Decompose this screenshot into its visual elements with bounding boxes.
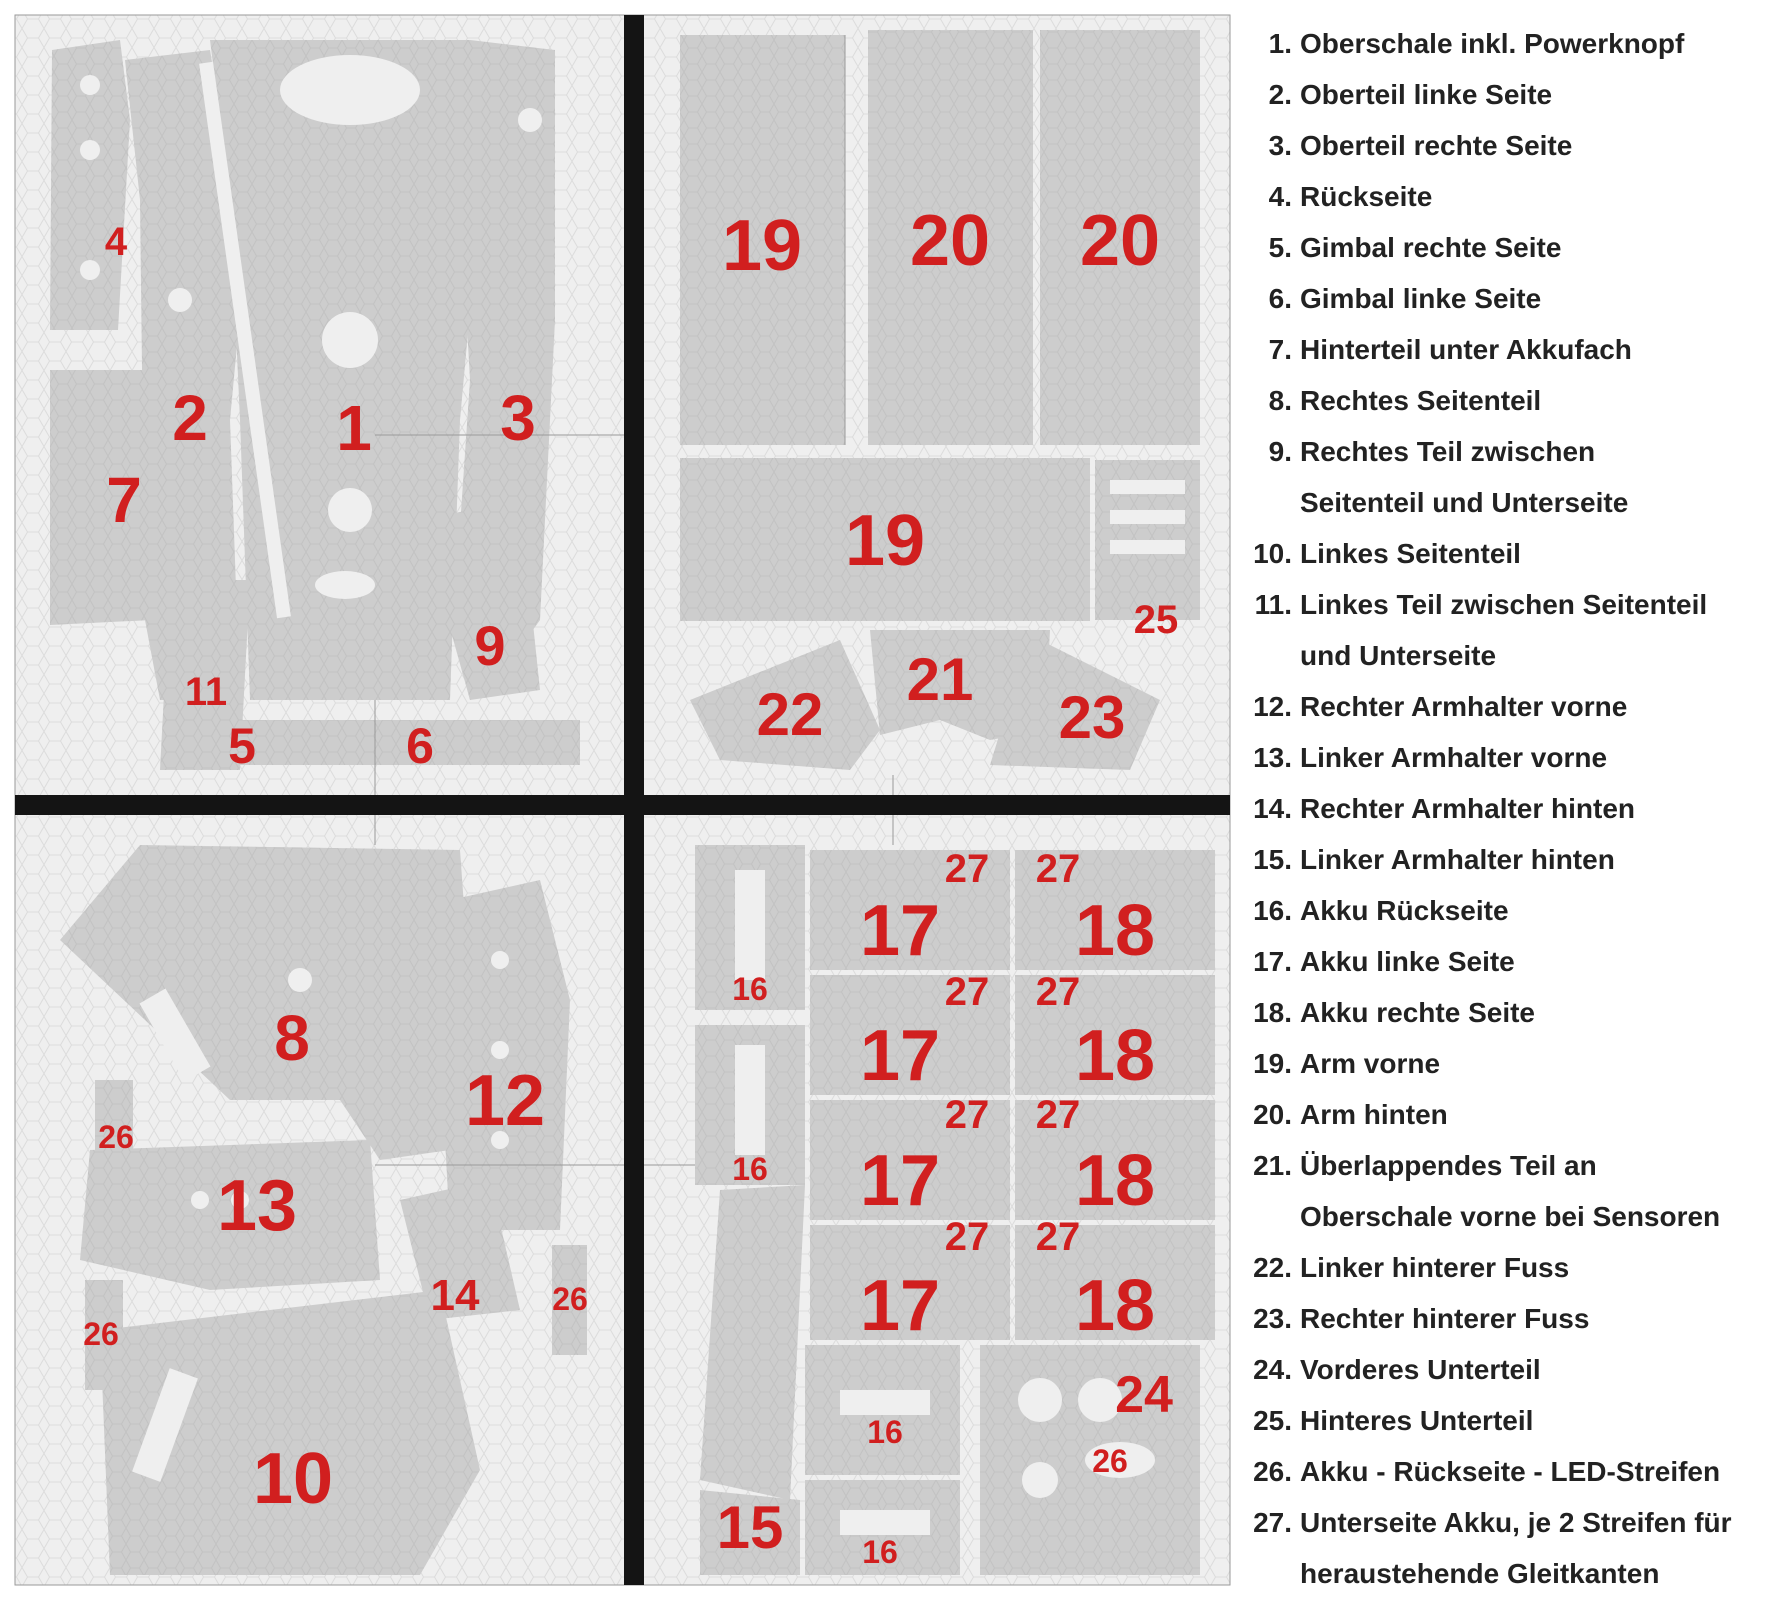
legend-text: Überlappendes Teil an: [1300, 1150, 1597, 1181]
piece-label: 2: [172, 382, 208, 454]
quadrant-2-holes: [1110, 480, 1185, 554]
legend-item: [1240, 1150, 1597, 1182]
piece-label: 27: [1035, 1093, 1081, 1137]
piece-label: 27: [944, 847, 990, 891]
legend-item: [1240, 436, 1595, 468]
legend-text: Akku linke Seite: [1300, 946, 1515, 977]
legend-number: 13.: [1253, 742, 1292, 773]
legend-number: 1.: [1268, 28, 1292, 59]
piece-label: 16: [862, 1534, 898, 1570]
legend-text: Akku rechte Seite: [1300, 997, 1535, 1028]
piece-label: 9: [474, 614, 506, 677]
piece-label: 19: [721, 206, 803, 286]
legend-number: 7.: [1268, 334, 1292, 365]
legend-text: Gimbal rechte Seite: [1300, 232, 1562, 263]
legend-text: Oberteil rechte Seite: [1300, 130, 1573, 161]
piece-label: 17: [859, 891, 941, 971]
legend-number: 27.: [1253, 1507, 1292, 1538]
piece-label: 16: [867, 1414, 903, 1450]
piece-label: 7: [106, 464, 142, 536]
piece-label: 20: [909, 201, 991, 281]
legend-text: Linkes Teil zwischen Seitenteil: [1300, 589, 1708, 620]
piece-label: 16: [732, 1151, 768, 1187]
piece-label: 27: [1035, 1215, 1081, 1259]
legend-item: [1240, 997, 1535, 1029]
legend-number: 26.: [1253, 1456, 1292, 1487]
legend-item: [1240, 538, 1521, 570]
legend-item: [1240, 28, 1684, 60]
legend-number: 10.: [1253, 538, 1292, 569]
legend-item: [1240, 1507, 1732, 1539]
legend-text: Rückseite: [1300, 181, 1433, 212]
legend-text: Gimbal linke Seite: [1300, 283, 1542, 314]
legend-text: Hinteres Unterteil: [1300, 1405, 1534, 1436]
piece-label: 14: [430, 1271, 480, 1320]
legend-number: 12.: [1253, 691, 1292, 722]
legend-text: Rechter Armhalter hinten: [1300, 793, 1636, 824]
legend-item: [1240, 283, 1541, 315]
legend-item: [1240, 1099, 1448, 1131]
legend-number: 5.: [1268, 232, 1292, 263]
piece-label: 26: [83, 1316, 119, 1352]
legend-number: 14.: [1253, 793, 1292, 824]
legend-text: Oberschale inkl. Powerknopf: [1300, 28, 1685, 59]
legend-item: [1240, 1456, 1720, 1488]
legend-text: Linker Armhalter vorne: [1300, 742, 1608, 773]
piece-label: 27: [944, 1093, 990, 1137]
legend-item: [1240, 1354, 1541, 1386]
piece-label: 12: [464, 1061, 546, 1141]
legend-number: 8.: [1268, 385, 1292, 416]
legend-number: 23.: [1253, 1303, 1292, 1334]
legend-text: Rechtes Seitenteil: [1300, 385, 1542, 416]
legend-text: Linker Armhalter hinten: [1300, 844, 1615, 875]
piece-label: 8: [274, 1002, 310, 1074]
piece-label: 1: [336, 392, 372, 464]
legend-text: Arm hinten: [1300, 1099, 1448, 1130]
piece-label: 26: [552, 1281, 588, 1317]
piece-label: 17: [859, 1016, 941, 1096]
legend-number: 3.: [1268, 130, 1292, 161]
legend-number: 20.: [1253, 1099, 1292, 1130]
piece-label: 18: [1074, 1266, 1156, 1346]
piece-label: 24: [1115, 1366, 1173, 1424]
legend-number: 6.: [1268, 283, 1292, 314]
legend-item: [1240, 1048, 1440, 1080]
piece-label: 19: [844, 501, 926, 581]
legend-continuation: Seitenteil und Unterseite: [1300, 487, 1629, 518]
legend-text: Rechter hinterer Fuss: [1300, 1303, 1590, 1334]
piece-label: 26: [98, 1119, 134, 1155]
legend-text: Linkes Seitenteil: [1300, 538, 1521, 569]
legend-item: [1240, 334, 1632, 366]
legend-item: [1240, 946, 1515, 978]
piece-label: 23: [1058, 684, 1126, 751]
legend-number: 2.: [1268, 79, 1292, 110]
legend-number: 22.: [1253, 1252, 1292, 1283]
piece-label: 10: [252, 1439, 334, 1519]
piece-label: 5: [228, 718, 256, 774]
legend-number: 9.: [1268, 436, 1292, 467]
legend-item: [1240, 232, 1561, 264]
legend-number: 25.: [1253, 1405, 1292, 1436]
legend-item: [1240, 691, 1627, 723]
legend-item: [1240, 1405, 1533, 1437]
legend-continuation: Oberschale vorne bei Sensoren: [1300, 1201, 1721, 1232]
piece-label: 27: [1035, 847, 1081, 891]
piece-label: 25: [1133, 598, 1179, 642]
piece-label: 18: [1074, 1016, 1156, 1096]
piece-label: 20: [1079, 201, 1161, 281]
legend-item: [1240, 181, 1432, 213]
piece-label: 21: [906, 646, 974, 713]
piece-label: 3: [500, 382, 536, 454]
piece-label: 6: [406, 718, 434, 774]
piece-label: 22: [756, 681, 824, 748]
legend-number: 16.: [1253, 895, 1292, 926]
piece-label: 26: [1092, 1443, 1128, 1479]
legend-text: Rechtes Teil zwischen: [1300, 436, 1596, 467]
piece-label: 18: [1074, 1141, 1156, 1221]
legend-text: Vorderes Unterteil: [1300, 1354, 1541, 1385]
legend-number: 17.: [1253, 946, 1292, 977]
legend-text: Akku - Rückseite - LED-Streifen: [1300, 1456, 1721, 1487]
legend-item: [1240, 385, 1541, 417]
legend-number: 4.: [1268, 181, 1292, 212]
legend-item: [1240, 844, 1615, 876]
piece-label: 27: [1035, 970, 1081, 1014]
legend-number: 19.: [1253, 1048, 1292, 1079]
legend-number: 24.: [1253, 1354, 1292, 1385]
legend-item: [1240, 742, 1607, 774]
legend-number: 11.: [1254, 589, 1292, 620]
piece-label: 18: [1074, 891, 1156, 971]
legend-text: Linker hinterer Fuss: [1300, 1252, 1570, 1283]
legend-number: 21.: [1253, 1150, 1292, 1181]
legend-item: [1240, 895, 1509, 927]
piece-label: 16: [732, 971, 768, 1007]
piece-label: 4: [104, 220, 128, 264]
legend-text: Unterseite Akku, je 2 Streifen für: [1300, 1507, 1732, 1538]
legend-text: Arm vorne: [1300, 1048, 1441, 1079]
legend-item: [1240, 79, 1552, 111]
piece-label: 27: [944, 1215, 990, 1259]
legend-text: Rechter Armhalter vorne: [1300, 691, 1628, 722]
legend-text: Hinterteil unter Akkufach: [1300, 334, 1632, 365]
piece-label: 17: [859, 1141, 941, 1221]
legend-number: 15.: [1253, 844, 1292, 875]
legend-continuation: heraustehende Gleitkanten: [1300, 1558, 1660, 1589]
legend-text: Akku Rückseite: [1300, 895, 1509, 926]
legend-item: [1240, 1303, 1589, 1335]
legend-item: [1240, 589, 1707, 621]
piece-label: 15: [716, 1494, 784, 1561]
legend-item: [1240, 1252, 1569, 1284]
piece-label: 17: [859, 1266, 941, 1346]
piece-label: 11: [184, 670, 228, 714]
legend-item: [1240, 130, 1572, 162]
legend-text: Oberteil linke Seite: [1300, 79, 1553, 110]
legend-continuation: und Unterseite: [1300, 640, 1497, 671]
legend-item: [1240, 793, 1635, 825]
legend-number: 18.: [1253, 997, 1292, 1028]
piece-label: 13: [216, 1166, 298, 1246]
piece-label: 27: [944, 970, 990, 1014]
